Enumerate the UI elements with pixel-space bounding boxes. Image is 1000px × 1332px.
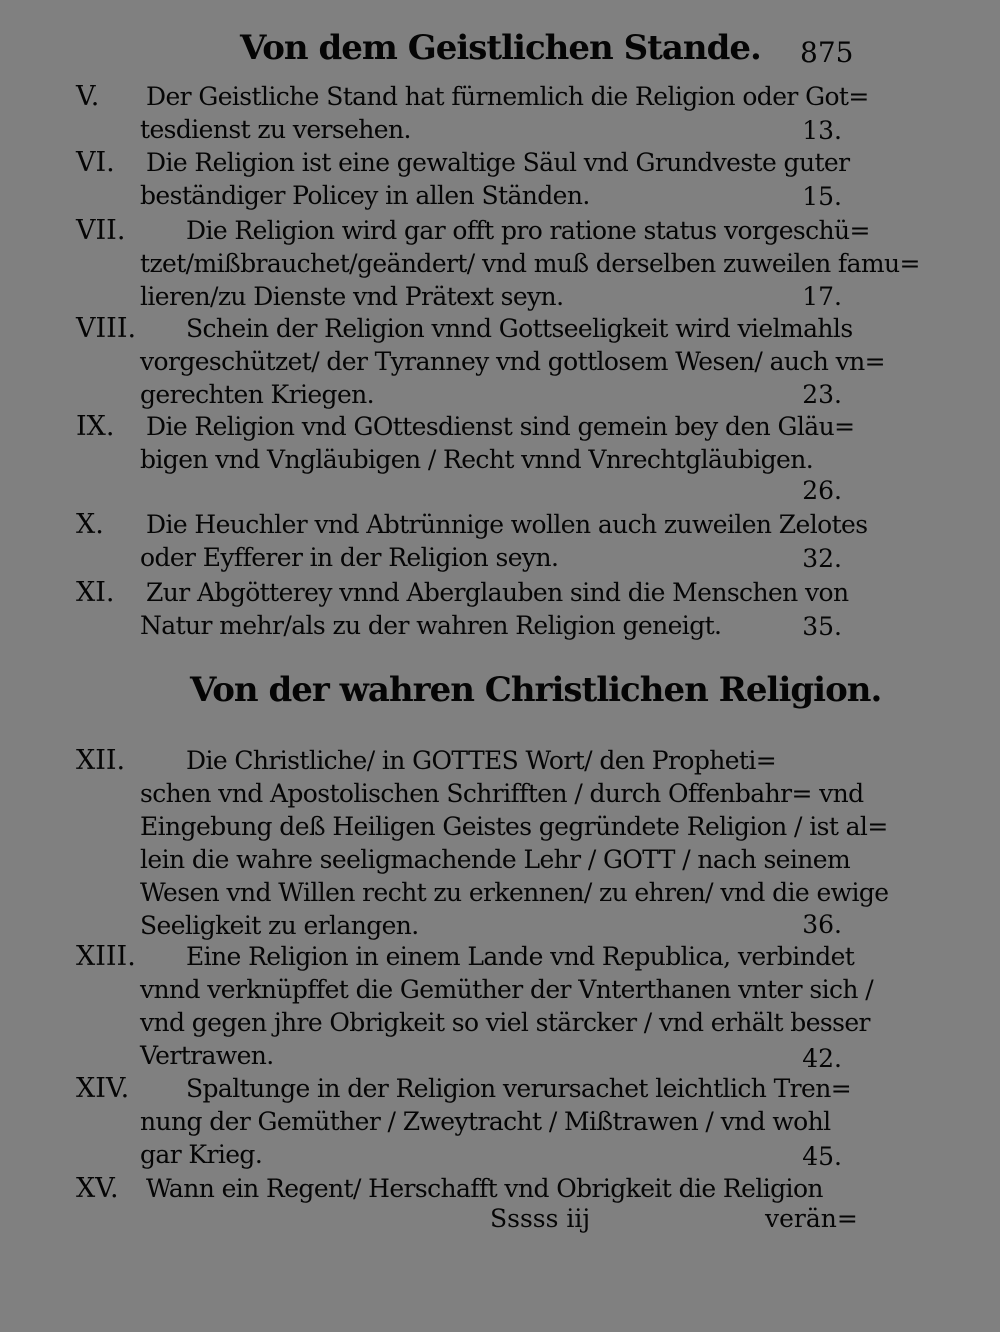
entry-text-line: lein die wahre seeligmachende Lehr / GOTT / nach seinem <box>140 845 851 874</box>
entry-text-line: Die Religion wird gar offt pro ratione status vorgeschü= <box>186 216 870 245</box>
entry-numeral: XII. <box>76 745 126 776</box>
entry-numeral: VII. <box>76 215 126 246</box>
entry-text-line: gar Krieg. <box>140 1140 263 1169</box>
entry-text-line: Eine Religion in einem Lande vnd Republica, verbindet <box>186 942 855 971</box>
entry-numeral: VIII. <box>76 313 137 344</box>
entry-text-line: Natur mehr/als zu der wahren Religion geneigt. <box>140 611 722 640</box>
section-heading: Von der wahren Christlichen Religion. <box>190 670 882 710</box>
entry-text-line: vnd gegen jhre Obrigkeit so viel stärcker / vnd erhält besser <box>140 1008 870 1037</box>
entry-text-line: Zur Abgötterey vnnd Aberglauben sind die Menschen von <box>146 578 849 607</box>
entry-text-line: nung der Gemüther / Zweytracht / Mißtrawen / vnd wohl <box>140 1107 831 1136</box>
entry-text-line: vnnd verknüpffet die Gemüther der Vnterthanen vnter sich / <box>140 975 874 1004</box>
entry-page-reference: 15. <box>802 182 842 211</box>
entry-numeral: VI. <box>76 147 115 178</box>
entry-text-line: Seeligkeit zu erlangen. <box>140 911 419 940</box>
entry-numeral: IX. <box>76 411 115 442</box>
signature-mark: Sssss iij <box>490 1204 591 1233</box>
entry-text-line: Die Religion ist eine gewaltige Säul vnd Grundveste guter <box>146 148 850 177</box>
entry-text-line: Spaltunge in der Religion verursachet leichtlich Tren= <box>186 1074 852 1103</box>
entry-page-reference: 36. <box>802 910 842 939</box>
entry-text-line: Die Christliche/ in GOTTES Wort/ den Propheti= <box>186 746 777 775</box>
entry-text-line: bigen vnd Vngläubigen / Recht vnnd Vnrechtgläubigen. <box>140 445 814 474</box>
running-head: Von dem Geistlichen Stande. <box>240 28 761 68</box>
entry-text-line: lieren/zu Dienste vnd Prätext seyn. <box>140 282 564 311</box>
entry-text-line: gerechten Kriegen. <box>140 380 374 409</box>
entry-page-reference: 17. <box>802 282 842 311</box>
entry-text-line: Schein der Religion vnnd Gottseeligkeit wird vielmahls <box>186 314 853 343</box>
entry-numeral: X. <box>76 509 104 540</box>
entry-numeral: XI. <box>76 577 115 608</box>
entry-text-line: vorgeschützet/ der Tyranney vnd gottlosem Wesen/ auch vn= <box>140 347 886 376</box>
entry-page-reference: 23. <box>802 380 842 409</box>
entry-numeral: XV. <box>76 1173 119 1204</box>
entry-text-line: Vertrawen. <box>140 1041 274 1070</box>
entry-text-line: beständiger Policey in allen Ständen. <box>140 181 590 210</box>
entry-page-reference: 45. <box>802 1142 842 1171</box>
entry-numeral: V. <box>76 81 100 112</box>
entry-text-line: oder Eyfferer in der Religion seyn. <box>140 543 559 572</box>
entry-text-line: Die Religion vnd GOttesdienst sind gemein bey den Gläu= <box>146 412 855 441</box>
entry-text-line: Wesen vnd Willen recht zu erkennen/ zu ehren/ vnd die ewige <box>140 878 889 907</box>
entry-text-line: tzet/mißbrauchet/geändert/ vnd muß derselben zuweilen famu= <box>140 249 920 278</box>
entry-page-reference: 26. <box>802 476 842 505</box>
entry-page-reference: 35. <box>802 612 842 641</box>
entry-text-line: Der Geistliche Stand hat fürnemlich die Religion oder Got= <box>146 82 869 111</box>
entry-page-reference: 42. <box>802 1044 842 1073</box>
page-number: 875 <box>800 36 854 69</box>
entry-text-line: schen vnd Apostolischen Schrifften / durch Offenbahr= vnd <box>140 779 864 808</box>
entry-page-reference: 32. <box>802 544 842 573</box>
entry-text-line: tesdienst zu versehen. <box>140 115 411 144</box>
entry-text-line: Die Heuchler vnd Abtrünnige wollen auch zuweilen Zelotes <box>146 510 868 539</box>
entry-text-line: Eingebung deß Heiligen Geistes gegründete Religion / ist al= <box>140 812 888 841</box>
catchword: verän= <box>765 1204 858 1233</box>
entry-page-reference: 13. <box>802 116 842 145</box>
entry-numeral: XIV. <box>76 1073 130 1104</box>
entry-text-line: Wann ein Regent/ Herschafft vnd Obrigkeit die Religion <box>146 1174 823 1203</box>
entry-numeral: XIII. <box>76 941 136 972</box>
